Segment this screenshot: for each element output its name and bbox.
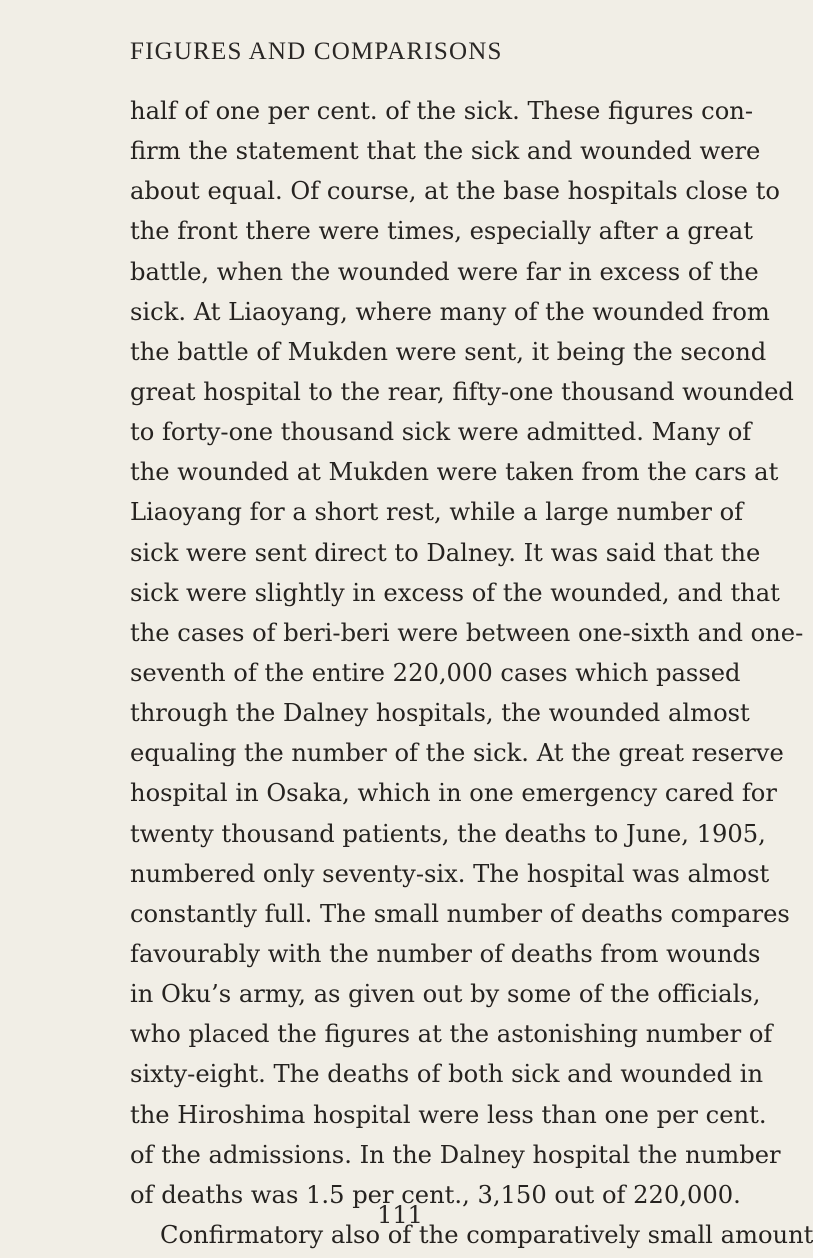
- text-line: seventh of the entire 220,000 cases which passed: [130, 658, 741, 687]
- text-line: hospital in Osaka, which in one emergency cared for: [130, 779, 777, 808]
- text-line: of deaths was 1.5 per cent., 3,150 out of 220,000.: [130, 1180, 741, 1209]
- text-line: favourably with the number of deaths from wounds: [130, 939, 761, 968]
- text-line: numbered only seventy-six. The hospital was almost: [130, 859, 770, 888]
- text-line: sick. At Liaoyang, where many of the wounded from: [130, 297, 770, 326]
- text-line: battle, when the wounded were far in excess of the: [130, 257, 759, 286]
- text-line: in Oku’s army, as given out by some of the officials,: [130, 980, 761, 1009]
- text-line: twenty thousand patients, the deaths to June, 1905,: [130, 819, 766, 848]
- text-line: Confirmatory also of the comparatively small amount: [160, 1220, 813, 1249]
- text-line: who placed the figures at the astonishing number of: [130, 1020, 773, 1049]
- text-line: half of one per cent. of the sick. These figures con-: [130, 97, 754, 125]
- body-text: [130, 91, 813, 1255]
- text-line: sixty-eight. The deaths of both sick and wounded in: [130, 1060, 764, 1089]
- text-line: the wounded at Mukden were taken from the cars at: [130, 458, 779, 487]
- text-line: the Hiroshima hospital were less than one per cent.: [130, 1100, 767, 1129]
- page-number: 111: [377, 1201, 423, 1229]
- text-line: Liaoyang for a short rest, while a large number of: [130, 498, 744, 527]
- text-line: great hospital to the rear, fifty-one thousand wounded: [130, 377, 794, 406]
- text-line: through the Dalney hospitals, the wounded almost: [130, 699, 750, 728]
- text-line: equaling the number of the sick. At the great reserve: [130, 739, 784, 768]
- text-line: the front there were times, especially after a great: [130, 217, 753, 246]
- text-line: of the admissions. In the Dalney hospital the number: [130, 1140, 781, 1169]
- text-line: sick were slightly in excess of the wounded, and that: [130, 578, 780, 607]
- text-line: to forty-one thousand sick were admitted. Many of: [130, 418, 752, 447]
- text-line: about equal. Of course, at the base hospitals close to: [130, 177, 780, 206]
- text-line: sick were sent direct to Dalney. It was said that the: [130, 538, 761, 567]
- text-line: constantly full. The small number of deaths compares: [130, 899, 790, 928]
- running-head: FIGURES AND COMPARISONS: [130, 38, 503, 65]
- text-line: the battle of Mukden were sent, it being the second: [130, 337, 767, 366]
- text-line: firm the statement that the sick and wounded were: [130, 137, 761, 166]
- text-line: the cases of beri-beri were between one-sixth and one-: [130, 618, 804, 647]
